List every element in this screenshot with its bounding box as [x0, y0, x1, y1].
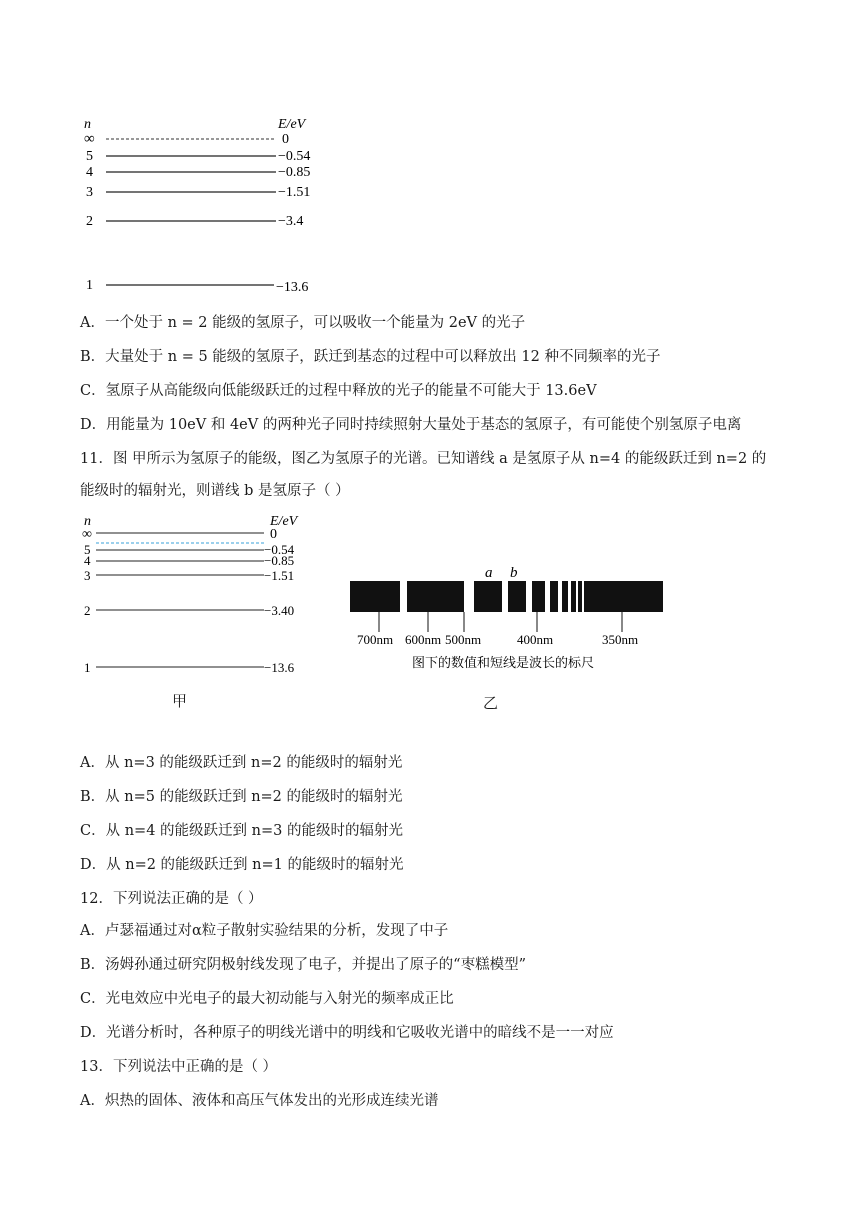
q12-option-c: C．光电效应中光电子的最大初动能与入射光的频率成正比: [80, 991, 454, 1007]
level-n-4: 4: [86, 165, 93, 180]
jia-n-axis-label: n: [84, 514, 91, 529]
jia-level-n-3: 3: [84, 568, 91, 583]
level-e-4: −0.85: [278, 165, 311, 180]
level-e-2: −3.4: [278, 214, 304, 229]
spectral-line-b-label: b: [510, 565, 518, 581]
hydrogen-spectrum-yi: [340, 560, 680, 670]
q11-option-c: C．从 n=4 的能级跃迁到 n=3 的能级时的辐射光: [80, 823, 403, 839]
spectrum-block: [584, 581, 663, 612]
level-e-5: −0.54: [278, 149, 311, 164]
level-e-1: −13.6: [276, 280, 309, 295]
level-n-5: 5: [86, 149, 93, 164]
jia-level-n-infinity: ∞: [82, 527, 92, 542]
q10-option-d: D．用能量为 10eV 和 4eV 的两种光子同时持续照射大量处于基态的氢原子，有可能使个别氢原子电离: [80, 417, 742, 433]
level-n-2: 2: [86, 214, 93, 229]
scale-label-400nm: 400nm: [517, 632, 554, 647]
jia-level-e-2: −3.40: [264, 603, 295, 618]
jia-level-e-1: −13.6: [264, 660, 295, 675]
level-e-3: −1.51: [278, 185, 311, 200]
jia-level-n-2: 2: [84, 603, 91, 618]
spectrum-block: [350, 581, 400, 612]
q13-option-a: A．炽热的固体、液体和高压气体发出的光形成连续光谱: [80, 1093, 439, 1109]
q12-option-a: A．卢瑟福通过对α粒子散射实验结果的分析，发现了中子: [80, 923, 449, 939]
energy-level-diagram-jia: [78, 510, 328, 680]
q11-stem-line-1: 11．图 甲所示为氢原子的能级，图乙为氢原子的光谱。已知谱线 a 是氢原子从 n=4 的能级跃迁到 n=2 的: [80, 451, 767, 467]
energy-axis-label: E/eV: [278, 117, 306, 132]
jia-level-e-4: −0.85: [264, 553, 295, 568]
jia-level-e-5: −0.54: [264, 542, 295, 557]
spectrum-scale-note: 图下的数值和短线是波长的标尺: [412, 655, 595, 670]
q11-stem-line-2: 能级时的辐射光，则谱线 b 是氢原子（ ）: [80, 483, 350, 499]
scale-label-600nm: 600nm: [405, 632, 442, 647]
spectrum-block: [508, 581, 526, 612]
q10-option-c: C．氢原子从高能级向低能级跃迁的过程中释放的光子的能量不可能大于 13.6eV: [80, 383, 597, 399]
spectrum-block: [571, 581, 576, 612]
jia-level-n-1: 1: [84, 660, 91, 675]
q10-option-a: A．一个处于 n = 2 能级的氢原子，可以吸收一个能量为 2eV 的光子: [80, 315, 526, 331]
q10-option-b: B．大量处于 n = 5 能级的氢原子，跃迁到基态的过程中可以释放出 12 种不同频率的光子: [80, 349, 661, 365]
q13-stem: 13．下列说法中正确的是（ ）: [80, 1059, 278, 1075]
figure-caption-yi: 乙: [483, 694, 499, 712]
q12-option-d: D．光谱分析时，各种原子的明线光谱中的明线和它吸收光谱中的暗线不是一一对应: [80, 1025, 614, 1041]
spectrum-block: [550, 581, 558, 612]
energy-level-diagram-1: [78, 110, 348, 300]
jia-level-e-3: −1.51: [264, 568, 295, 583]
spectrum-block: [562, 581, 568, 612]
jia-level-n-5: 5: [84, 542, 91, 557]
q11-option-a: A．从 n=3 的能级跃迁到 n=2 的能级时的辐射光: [80, 755, 403, 771]
figure-caption-jia: 甲: [172, 692, 188, 710]
n-axis-label: n: [84, 117, 91, 132]
spectrum-block: [532, 581, 545, 612]
jia-level-e-infinity: 0: [270, 527, 277, 542]
level-e-infinity: 0: [282, 132, 289, 147]
level-n-3: 3: [86, 185, 93, 200]
spectral-line-a-label: a: [485, 565, 493, 581]
spectrum-block: [407, 581, 464, 612]
q12-option-b: B．汤姆孙通过研究阴极射线发现了电子，并提出了原子的“枣糕模型”: [80, 957, 526, 973]
q12-stem: 12．下列说法正确的是（ ）: [80, 891, 263, 907]
q11-option-b: B．从 n=5 的能级跃迁到 n=2 的能级时的辐射光: [80, 789, 403, 805]
jia-level-n-4: 4: [84, 553, 91, 568]
scale-label-350nm: 350nm: [602, 632, 639, 647]
jia-energy-axis-label: E/eV: [270, 514, 298, 529]
q11-option-d: D．从 n=2 的能级跃迁到 n=1 的能级时的辐射光: [80, 857, 404, 873]
scale-label-500nm: 500nm: [445, 632, 482, 647]
level-n-infinity: ∞: [84, 131, 95, 147]
spectrum-block: [578, 581, 582, 612]
scale-label-700nm: 700nm: [357, 632, 394, 647]
spectrum-block: [474, 581, 502, 612]
level-n-1: 1: [86, 278, 93, 293]
